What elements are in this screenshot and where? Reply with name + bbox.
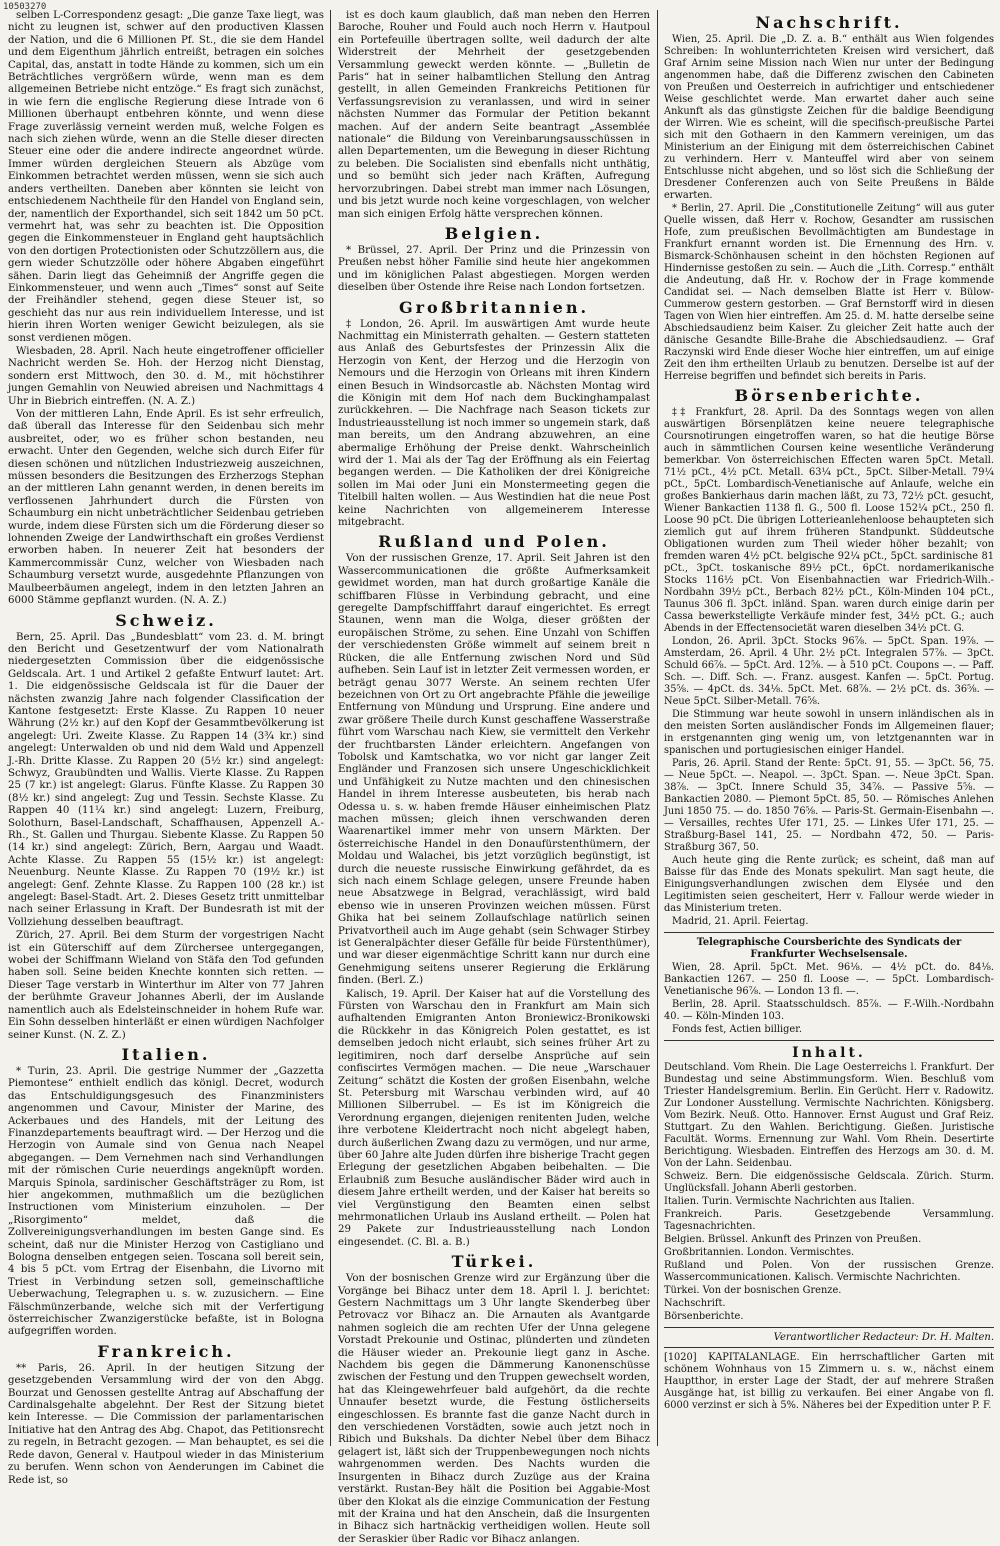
- divider: [664, 1347, 994, 1348]
- section-title-frankreich: Frankreich.: [97, 1341, 235, 1361]
- market-london-amsterdam: London, 26. April. 3pCt. Stocks 96⅞. — 5pCt. Span. 19⅞. — Amsterdam, 26. April. 4 Uhr. 2½ pCt. Integralen 57⅞. — 3pCt. Schuld 66⅞. — 5pCt. Ard. 12⅝. — à 510 pCt. Coupons —. — Paff. Sch. —. Diff. Sch. —. Franz. ausgest. Kanfen —. 5pCt. Portug. 35⅝. — 4pCt. ds. 34⅛. 5pCt. Met. 68⅞. — 2½ pCt. ds. 36⅝. — Neue 5pCt. Silber-Metall. 76⅝.: [664, 636, 994, 707]
- article-russische-grenze: Von der russischen Grenze, 17. April. Seit Jahren ist den Wassercommunicationen die größte Aufmerksamkeit gewidmet worden, man hat durch großartige Kanäle die schiffbaren Flüsse in Verbindung gebracht, und eine geregelte Dampfschifffahrt darauf eingerichtet. Es erregt Staunen, wenn man die Wolga, dieser größten der europäischen Ströme, zu sehen. Eine Unzahl von Schiffen der verschiedensten Größe wimmelt auf seinem breit n Rücken, die alle Entfernung zwischen Nord und Süd aufheben. Sein Lauf ist in letzter Zeit vermessen worden, er beträgt genau 3077 Werste. An seinem rechten Ufer bezeichnen von Ort zu Ort angebrachte Pfähle die jeweilige Entfernung von Mündung und Ursprung. Eine andere und zwar größere Theile durch Kunst geschaffene Wasserstraße führt vom Warschau nach Kiew, sie vermittelt den Verkehr der fruchtbarsten Länder erleichtern. Angefangen von Tobolsk und Kamtschatka, wo vor nicht gar langer Zeit Engländer und Franzosen sich unsere Ungeschicklichkeit und Unfähigkeit zu Nutze machten und den chinesischen Handel in ihrem Interesse ausbeuteten, bis herab nach Odessa u. s. w. haben fremde Häuser einheimischen Platz machen müssen; gleich ihnen verschwanden deren Waarenartikel immer mehr von unsern Märkten. Der österreichische Handel in den Donaufürstenthümern, der Moldau und Walachei, bis jetzt vorzüglich begünstigt, ist durch die neueste russische Einwirkung gefährdet, da es sich nach einem Schlage gelegen, unsere Freunde haben neue Absatzwege in Belgrad, verachlässigt, wird bald ebenso wie in unseren Provinzen weichen müssen. Fürst Ghika hat bei seinem Zollaufschlage natürlich seinen Privatvortheil auch im Auge gehabt (sein Schwager Stirbey ist Generalpächter dieser Gefälle für beide Fürstenthümer), und war dieser eigenmächtige Schritt kann nur durch eine Genehmigung seitens unserer Regierung die Erklärung finden. (Berl. Z.): [338, 553, 650, 987]
- divider: [664, 1327, 994, 1328]
- market-paris-note: Auch heute ging die Rente zurück; es scheint, daß man auf Baisse für das Ende des Monats spekulirt. Man sagt heute, die Einigungsverhandlungen zwischen dem Elysée und den Legitimisten seien gescheitert, Herr v. Fallour werde wieder in das Ministerium treten.: [664, 855, 994, 914]
- market-madrid: Madrid, 21. April. Feiertag.: [672, 916, 809, 927]
- article-bruessel: * Brüssel, 27. April. Der Prinz und die Prinzessin von Preußen nebst höher Familie sind heute hier angekommen und im königlichen Palast abgestiegen. Morgen werden dieselben über Ostende ihre Reise nach London fortsetzen.: [338, 244, 650, 294]
- column-middle: [338, 10, 650, 1545]
- column-rule: [657, 10, 658, 1446]
- advertisement: [664, 1352, 994, 1412]
- article-bosnische-grenze: Von der bosnischen Grenze wird zur Ergänzung über die Vorgänge bei Bihacz unter dem 18. April l. J. berichtet: Gestern Nachmittags um 3 Uhr langte Skenderbeg über Petrovacz vor Bihacz an. Die Arnauten als Avantgarde nahmen sogleich die am rechten Ufer der Unna gelegene Vorstadt Prekounie und Ostinac, plünderten und zündeten die Häuser wieder an. Prekounie liegt ganz in Asche. Nachdem bis gegen die Dämmerung Kanonenschüsse zwischen der Festung und den Truppen gewechselt worden, hat das Kleingewehrfeuer bald aufgehört, da die rechte Unnaufer besetzt wurde, die Festung östlicherseits eingeschlossen. Es brannte fast die ganze Nacht durch in den verschiedenen Vorstädten, sowie auch jetzt noch in Ribich und Bukshals. Da dichter Nebel über dem Bihacz gelagert ist, läßt sich der Truppenbewegungen noch nichts wahrgenommen werden. Des Nachts wurden die Insurgenten in Bihacz durch Zuzüge aus der Kraina verstärkt. Rustan-Bey hält die Position bei Aggabie-Most über den Klokat als die einzige Communication der Festung mit der Kraina und hat den Anschein, daß die Insurgenten in Bihacz sich hartnäckig vertheidigen wollen. Heute soll der Seraskier über Radic vor Bihacz anlangen.: [338, 1273, 650, 1545]
- toc-item: Türkei. Von der bosnischen Grenze.: [664, 1285, 842, 1296]
- column-rule: [330, 10, 331, 1446]
- market-wien: Wien, 28. April. 5pCt. Met. 96⅛. — 4½ pCt. do. 84⅛. Bankactien 1267. — 250 fl. Loose —. — 5pCt. Lombardisch-Venetianische 96⅞. — London 13 fl. —.: [664, 962, 994, 997]
- article-kalisch: Kalisch, 19. April. Der Kaiser hat auf die Vorstellung des Fürsten von Warschau den in Frankfurt am Main sich aufhaltenden Emigranten Anton Broniewicz-Bronikowski die Rückkehr in das Königreich Polen gestattet, es ist demselben jedoch nicht erlaubt, sich seines früher Art zu legitimiren, noch darf derselbe Ansprüche auf sein confiscirtes Vermögen machen. — Die neue „Warschauer Zeitung“ schätzt die Kosten der großen Eisenbahn, welche St. Petersburg mit Warschau verbinden wird, auf 40 Millionen Silberrubel. — Es ist im Königreich die Verordnung ergangen, diejenigen renitenten Juden, welche ihre verbotene Kleidertracht noch nicht abgelegt haben, durch äußerlichen Zwang dazu zu vermögen, und nur arme, über 60 Jahre alte Juden dürfen ihre bisherige Tracht gegen Erlegung der gesetzlichen Abgaben beibehalten. — Die Erlaubniß zum Besuche ausländischer Bäder wird auch in diesem Jahre ertheilt werden, und der Kaiser hat bereits so viel Vergünstigung den Beamten einen selbst mehrmonatlichen Urlaub ins Ausland ertheilt. — Polen hat 29 Pakete zur Industrieausstellung nach London eingesendet. (C. Bl. a. B.): [338, 988, 650, 1248]
- article-lahn: Von der mittleren Lahn, Ende April. Es ist sehr erfreulich, daß überall das Interesse für den Seidenbau sich mehr ausbreitet, oder, wo es früher schon bestanden, neu erwacht. Unter den Gegenden, welche sich durch Eifer für diesen schönen und nützlichen Industriezweig auszeichnen, müssen besonders die Besitzungen des Erzherzogs Stephan an der mittleren Lahn genannt werden, in denen bereits im verflossenen Jahrhundert durch die Fürsten von Schaumburg ein nicht unbeträchtlicher Seidenbau getrieben wurde, indem diese Fürsten sich um die Förderung dieser so lohnenden Zweige der Landwirthschaft ein großes Verdienst erworben haben. In neuerer Zeit hat besonders der Kammercommissär Cunz, welcher von Wiesbaden nach Schaumburg versetzt wurde, ausgedehnte Pflanzungen von Maulbeerbäumen angelegt, indem in den letzten Jahren an 6000 Stämme gepflanzt wurden. (N. A. Z.): [8, 409, 324, 607]
- market-berlin: Berlin, 28. April. Staatsschuldsch. 85⅞. — F.-Wilh.-Nordbahn 40. — Köln-Minden 103.: [664, 999, 994, 1022]
- editor-credit: Verantwortlicher Redacteur: Dr. H. Malten.: [773, 1332, 994, 1343]
- article-paris-continued: ist es doch kaum glaublich, daß man neben den Herren Baroche, Rouher und Fould auch noch Herrn v. Hautpoul ein Portefeuille übertragen sollte, weil dadurch der alte Widerstreit der Mehrheit der gesetzgebenden Versammlung geweckt werden könnte. — „Bulletin de Paris“ hat in seiner halbamtlichen Stellung den Antrag gestellt, in allen Gemeinden Frankreichs Petitionen für Verfassungsrevision zu veranlassen, und wird in seiner nächsten Nummer das Formular der Petition bekannt machen. Auf der andern Seite beantragt „Assemblée nationale“ die Bildung von Vereinbarungsausschüssen in allen Departementen, um die Bewegung in dieser Richtung zu beleben. Die Socialisten sind ebenfalls nicht unthätig, und so bemüht sich jeder nach Kräften, Aufregung hervorzubringen. Dabei strebt man immer nach Lösungen, und bis jetzt wurde noch keine vorgeschlagen, von welcher man sich einigen Erfolg hätte versprechen können.: [338, 10, 650, 220]
- article-london: ‡ London, 26. April. Im auswärtigen Amt wurde heute Nachmittag ein Ministerrath gehalten. — Gestern statteten aus Anlaß des Geburtsfestes der Prinzessin Alix die Herzogin von Kent, der Herzog und die Herzogin von Nemours und die Herzogin von Orleans mit ihren Kindern einen Besuch in Windsorcastle ab. Nächsten Montag wird die Königin mit dem Hof nach dem Buckinghampalast zurückkehren. — Die Nachfrage nach Season tickets zur Industrieausstellung ist noch immer so ungemein stark, daß man bereits, um den Andrang abzuwehren, an eine abermalige Erhöhung der Preise denkt. Wahrscheinlich wird der 1. Mai als der Tag der Eröffnung als ein Feiertag begangen werden. — Die Katholiken der drei Königreiche sollen im Mai oder Juni ein Monstermeeting gegen die Titelbill halten wollen. — Aus Westindien hat die neue Post keine Nachrichten von allgemeinerem Interesse mitgebracht.: [338, 318, 650, 529]
- section-title-russland: Rußland und Polen.: [378, 532, 610, 552]
- toc-item: Nachschrift.: [664, 1298, 726, 1309]
- toc-item: Großbritannien. London. Vermischtes.: [664, 1247, 855, 1258]
- toc-item: Rußland und Polen. Von der russischen Grenze. Wassercommunicationen. Kalisch. Vermischte Nachrichten.: [664, 1260, 994, 1283]
- toc-title: Inhalt.: [792, 1045, 866, 1061]
- article-einkommensteuer: selben L-Correspondenz gesagt: „Die ganze Taxe liegt, was nicht zu leugnen ist, schwer auf den productiven Klassen der Nation, und die 6 Millionen Pf. St., die sie dem Handel und dem Eigenthum jährlich entreißt, betragen ein solches Capital, das, anstatt in todte Hände zu kommen, sich um ein Beträchtliches vergrößern würde, wenn man es dem allgemeinen Betriebe nicht entzöge.“ Es fragt sich zunächst, in wie fern die englische Regierung diese Intrade von 6 Millionen überhaupt entbehren könnte, und wenn diese Frage zuverlässig verneint werden muß, welche Folgen es nach sich ziehen würde, wenn an die Stelle dieser directen Steuer eine oder die andere indirecte angeordnet würde. Immer würden dergleichen Steuern als Abzüge vom Einkommen betrachtet werden müssen, wenn sie sich auch anders vertheilten. Daneben aber könnten sie leicht von entschiedenem Nachtheile für den Handel von England sein, der, namentlich der Exporthandel, sich seit 1842 um 50 pCt. vermehrt hat, was sehr zu beachten ist. Die Opposition gegen die Einkommensteuer in England geht hauptsächlich von den dortigen Protectionisten oder Schutzzöllern aus, die gern wieder Schutzzölle oder höhere Abgaben eingeführt sähen. Darin liegt das Geheimniß der Angriffe gegen die Einkommensteuer, und wenn auch „Times“ sonst auf Seite der Freihändler stehend, gegen diese Steuer ist, so geschieht das nur aus rein individuellem Interesse, und ist hierin ihren Worten weniger Gewicht beizulegen, als sie sonst verdienen mögen.: [8, 10, 324, 344]
- divider: [664, 932, 994, 933]
- article-bern: Bern, 25. April. Das „Bundesblatt“ vom 23. d. M. bringt den Bericht und Gesetzentwurf der vom Nationalrath niedergesetzten Commission über die eidgenössische Geldscala. Art. 1 und Artikel 2 gefaßte Entwurf lautet: Art. 1. Die eidgenössische Geldscala ist für die Dauer der nächsten zwanzig Jahre nach folgender Classification der Kantone festgesetzt: Erste Klasse. Zu Rappen 10 neuer Währung (2½ kr.) auf den Kopf der Gesammtbevölkerung ist angelegt: Uri. Zweite Klasse. Zu Rappen 14 (3¾ kr.) sind angelegt: Unterwalden ob und nid dem Wald und Appenzell J.-Rh. Dritte Klasse. Zu Rappen 20 (5½ kr.) sind angelegt: Schwyz, Graubündten und Wallis. Vierte Klasse. Zu Rappen 25 (7 kr.) ist angelegt: Glarus. Fünfte Klasse. Zu Rappen 30 (8½ kr.) sind angelegt: Zug und Tessin. Sechste Klasse. Zu Rappen 40 (11¼ kr.) sind angelegt: Luzern, Freiburg, Solothurn, Basel-Landschaft, Schaffhausen, Appenzell A.-Rh., St. Gallen und Thurgau. Siebente Klasse. Zu Rappen 50 (14 kr.) sind angelegt: Zürich, Bern, Aargau und Waadt. Achte Klasse. Zu Rappen 55 (15½ kr.) ist angelegt: Neuenburg. Neunte Klasse. Zu Rappen 70 (19½ kr.) ist angelegt: Genf. Zehnte Klasse. Zu Rappen 100 (28 kr.) ist angelegt: Basel-Stadt. Art. 2. Dieses Gesetz tritt unmittelbar nach seiner Erlassung in Kraft. Der Bundesrath ist mit der Vollziehung desselben beauftragt.: [8, 631, 324, 928]
- article-wiesbaden: Wiesbaden, 28. April. Nach heute eingetroffener officieller Nachricht werden Se. Hoh. der Herzog nicht Dienstag, sondern erst Mittwoch, den 30. d. M., mit höchstihrer jungen Gemahlin von Neuwied abreisen und Nachmittags 4 Uhr in Biebrich eintreffen. (N. A. Z.): [8, 345, 324, 407]
- section-title-belgien: Belgien.: [444, 223, 544, 243]
- market-paris: Paris, 26. April. Stand der Rente: 5pCt. 91, 55. — 3pCt. 56, 75. — Neue 5pCt. —. Neapol. —. 3pCt. Span. —. Neue 3pCt. Span. 38⅞. — 3pCt. Innere Schuld 35, 34⅞. — Passive 5⅝. — Bankactien 2080. — Piemont 5pCt. 85, 50. — Römisches Anlehen Juni 1850 75. — do. 1850 76⅝. — Paris-St. Germain-Eisenbahn —. — Versailles, rechtes Ufer 171, 25. — Linkes Ufer 171, 25. — Straßburg-Basel 141, 25. — Nordbahn 472, 50. — Paris-Straßburg 367, 50.: [664, 758, 994, 853]
- section-title-schweiz: Schweiz.: [115, 610, 217, 630]
- column-left: [8, 10, 324, 1486]
- column-right: [664, 10, 994, 1446]
- section-title-grossbritannien: Großbritannien.: [398, 297, 590, 317]
- market-stimmung: Die Stimmung war heute sowohl in unsern inländischen als in den meisten Sorten ausländischer Fonds im Allgemeinen flauer; in erstgenannten ging wenig um, von letztgenannten war in spanischen und portugiesischen einiger Handel.: [664, 709, 994, 756]
- toc-item: Belgien. Brüssel. Ankunft des Prinzen von Preußen.: [664, 1234, 922, 1245]
- article-paris: ** Paris, 26. April. In der heutigen Sitzung der gesetzgebenden Versammlung wird der von den Abgg. Bourzat und Genossen gestellte Antrag auf Abschaffung der Cardinalsgehalte abgelehnt. Der Rest der Sitzung bietet kein Interesse. — Die Commission der parlamentarischen Initiative hat den Antrag des Abg. Chapot, das Petitionsrecht zu regeln, in Betracht gezogen. — Man behauptet, es sei die Rede davon, General v. Hautpoul wieder in das Ministerium zu berufen. Wenn schon von Aenderungen im Cabinet die Rede ist, so: [8, 1362, 324, 1486]
- table-of-contents: [664, 1062, 994, 1323]
- toc-item: Börsenberichte.: [664, 1311, 744, 1322]
- market-fonds: Fonds fest, Actien billiger.: [672, 1024, 802, 1035]
- section-title-tuerkei: Türkei.: [451, 1252, 537, 1272]
- article-berlin: * Berlin, 27. April. Die „Constitutionelle Zeitung“ will aus guter Quelle wissen, daß Herr v. Rochow, Gesandter am russischen Hofe, zum preußischen Bevollmächtigten am Bundestage in Frankfurt ernannt worden ist. Die Ernennung des Hrn. v. Bismarck-Schönhausen scheint in den höchsten Regionen auf Hindernisse gestoßen zu sein. — Auch die „Lith. Corresp.“ enthält die Andeutung, daß Hr. v. Rochow der in Frage kommende Candidat sei. — Nach demselben Blatte ist Herr v. Bülow-Cummerow gestern gestorben. — Graf Bernstorff wird in diesen Tagen von Wien hier eintreffen. Am 25. d. M. hatte derselbe seine Abschiedsaudienz beim Kaiser. Zu gleicher Zeit hatte auch der dänische Gesandte Bille-Brahe die Abschiedsaudienz. — Graf Raczynski wird Ende dieser Woche hier eintreffen, um auf einige Zeit den ihm ertheilten Urlaub zu benutzen. Derselbe ist auf der Herreise begriffen und befindet sich bereits in Paris.: [664, 203, 994, 382]
- toc-item: Schweiz. Bern. Die eidgenössische Geldscala. Zürich. Sturm. Unglücksfall. Johann Aberli gestorben.: [664, 1171, 994, 1194]
- article-wien: Wien, 25. April. Die „D. Z. a. B.“ enthält aus Wien folgendes Schreiben: In wohlunterrichteten Kreisen wird versichert, daß Graf Arnim seine Mission nach Wien nur unter der Bedingung angenommen habe, daß die Differenz zwischen den Cabineten von Preußen und Oesterreich in aufrichtiger und entschiedener Weise geschlichtet werde. Man erwartet daher auch seine Ankunft als das günstigste Zeichen für die baldige Beendigung der Wirren. Wie es scheint, will die specifisch-preußische Partei sich mit den Gothaern in den Kammern vereinigen, um das Ministerium an der Einigung mit dem österreichischen Cabinet zu verhindern. Herr v. Manteuffel wird aber von seinem Entschlusse nicht abgehen, und so löst sich die Schließung der Dresdener Conferenzen auch von Seite Preußens in Bälde erwarten.: [664, 34, 994, 201]
- toc-item: Italien. Turin. Vermischte Nachrichten aus Italien.: [664, 1196, 915, 1207]
- article-turin: * Turin, 23. April. Die gestrige Nummer der „Gazzetta Piemontese“ enthielt endlich das königl. Decret, wodurch das Entschuldigungsgesuch des Finanzministers angenommen und Cavour, Minister der Marine, des Ackerbaues und des Handels, mit der Leitung des Finanzdepartements beauftragt wird. — Der Herzog und die Herzogin von Aumale sind von Genua nach Neapel abgegangen. — Dem Vernehmen nach sind Verhandlungen mit der römischen Curie neuerdings angeknüpft worden. Marquis Spinola, sardinischer Geschäftsträger zu Rom, ist hier angekommen, muthmaßlich um die bezüglichen Instructionen vom Ministerium einzuholen. — Der „Risorgimento“ meldet, daß die Zollvereinigungsverhandlungen im besten Gange sind. Es scheint, daß nur die Minister Herzog von Castigliano und Bologna denselben entgegen seien. Toscana soll bereit sein, 4 bis 5 pCt. vom Ertrag der Eisenbahn, die Livorno mit Triest in Verbindung setzen soll, gemeinschaftliche Ueberwachung, Telegraphen u. s. w. zuzusichern. — Eine Fälschmünzerbande, welche sich mit der Verfertigung österreichischer Zwanzigerstücke befaßte, ist in Bologna aufgegriffen worden.: [8, 1065, 324, 1338]
- section-title-italien: Italien.: [121, 1044, 211, 1064]
- divider: [664, 1040, 994, 1041]
- toc-item: Deutschland. Vom Rhein. Die Lage Oesterreichs l. Frankfurt. Der Bundestag und seine Abstimmungsform. Wien. Beschluß vom Triester Handelsgremium. Berlin. Ein Gerücht. Herr v. Radowitz. Zur Londoner Ausstellung. Vermischte Nachrichten. Königsberg. Vom Bezirk. Neuß. Otto. Hannover. Ernst August und Graf Reiz. Stuttgart. Zu den Wahlen. Berichtigung. Gießen. Juristische Facultät. Worms. Ernennung zur Wahl. Vom Rhein. Desertirte Berichtigung. Wiesbaden. Eintreffen des Herzogs am 30. d. M. Von der Lahn. Seidenbau.: [664, 1062, 994, 1169]
- archive-stamp: 10503270: [3, 2, 47, 12]
- telegraph-title: Telegraphische Coursberichte des Syndicats der Frankfurter Wechselsensale.: [696, 937, 962, 960]
- section-title-nachschrift: Nachschrift.: [755, 13, 903, 32]
- market-frankfurt: ‡‡ Frankfurt, 28. April. Da des Sonntags wegen von allen auswärtigen Börsenplätzen keine neuere telegraphische Coursnotirungen eingetroffen waren, so hat die heutige Börse auch in sämmtlichen Coursen keine wesentliche Veränderung bemerkbar. Von österreichischen Effecten waren 5pCt. Metall. 71½ pCt., 4½ pCt. Metall. 63¼ pCt., 5pCt. Silber-Metall. 79¼ pCt., 5pCt. Lombardisch-Venetianische auf Anlaufe, welche ein großes Bankierhaus darin machen läßt, zu 73, 72½ pCt. gesucht, Wiener Bankactien 1138 fl. G., 500 fl. Loose 152¼ pCt., 250 fl. Loose 90 pCt. Die übrigen Lotterieanlehenloose behaupteten sich ziemlich gut auf ihrem früheren Standpunkt. Süddeutsche Obligationen wurden zum Theil wieder höher bezahlt; von fremden waren 4½ pCt. belgische 92¼ pCt., 5pCt. sardinische 81 pCt., 3pCt. toskanische 89½ pCt., 6pCt. nordamerikanische Stocks 116½ pCt. Von Eisenbahnactien war Friedrich-Wilh.-Nordbahn 39½ pCt., Berbach 82½ pCt., Köln-Minden 104 pCt., Taunus 306 fl. 3pCt. inländ. Span. waren durch einige darin per Cassa bewerkstelligte Verkäufe minder fest, 34½ pCt. G.; auch Abends in der Effectensocietät waren dieselben 34½ pCt. G.: [664, 407, 994, 634]
- toc-item: Frankreich. Paris. Gesetzgebende Versammlung. Tagesnachrichten.: [664, 1209, 994, 1232]
- advertisement-text: [1020] KAPITALANLAGE. Ein herrschaftlicher Garten mit schönem Wohnhaus von 15 Zimmern u. s. w., nächst einem Hauptthor, in erster Lage der Stadt, der auf mehrere Straßen Ausgänge hat, ist billig zu verkaufen. Bei einer Angabe von fl. 6000 verzinst er sich à 5%. Näheres bei der Expedition unter P. F.: [664, 1352, 994, 1411]
- section-title-boersenberichte: Börsenberichte.: [734, 386, 924, 405]
- article-zuerich: Zürich, 27. April. Bei dem Sturm der vorgestrigen Nacht ist ein Güterschiff auf dem Zürchersee untergegangen, wobei der Schiffmann Wieland von Stäfa den Tod gefunden haben soll. Seine beiden Knechte konnten sich retten. — Dieser Tage verstarb in Winterthur im Alter von 77 Jahren der berühmte Graveur Johannes Aberli, der im Auslande namentlich auch als Edelsteinschneider in hohem Rufe war. Ein Sohn desselben hinterläßt er einen würdigen Nachfolger seiner Kunst. (N. Z. Z.): [8, 930, 324, 1041]
